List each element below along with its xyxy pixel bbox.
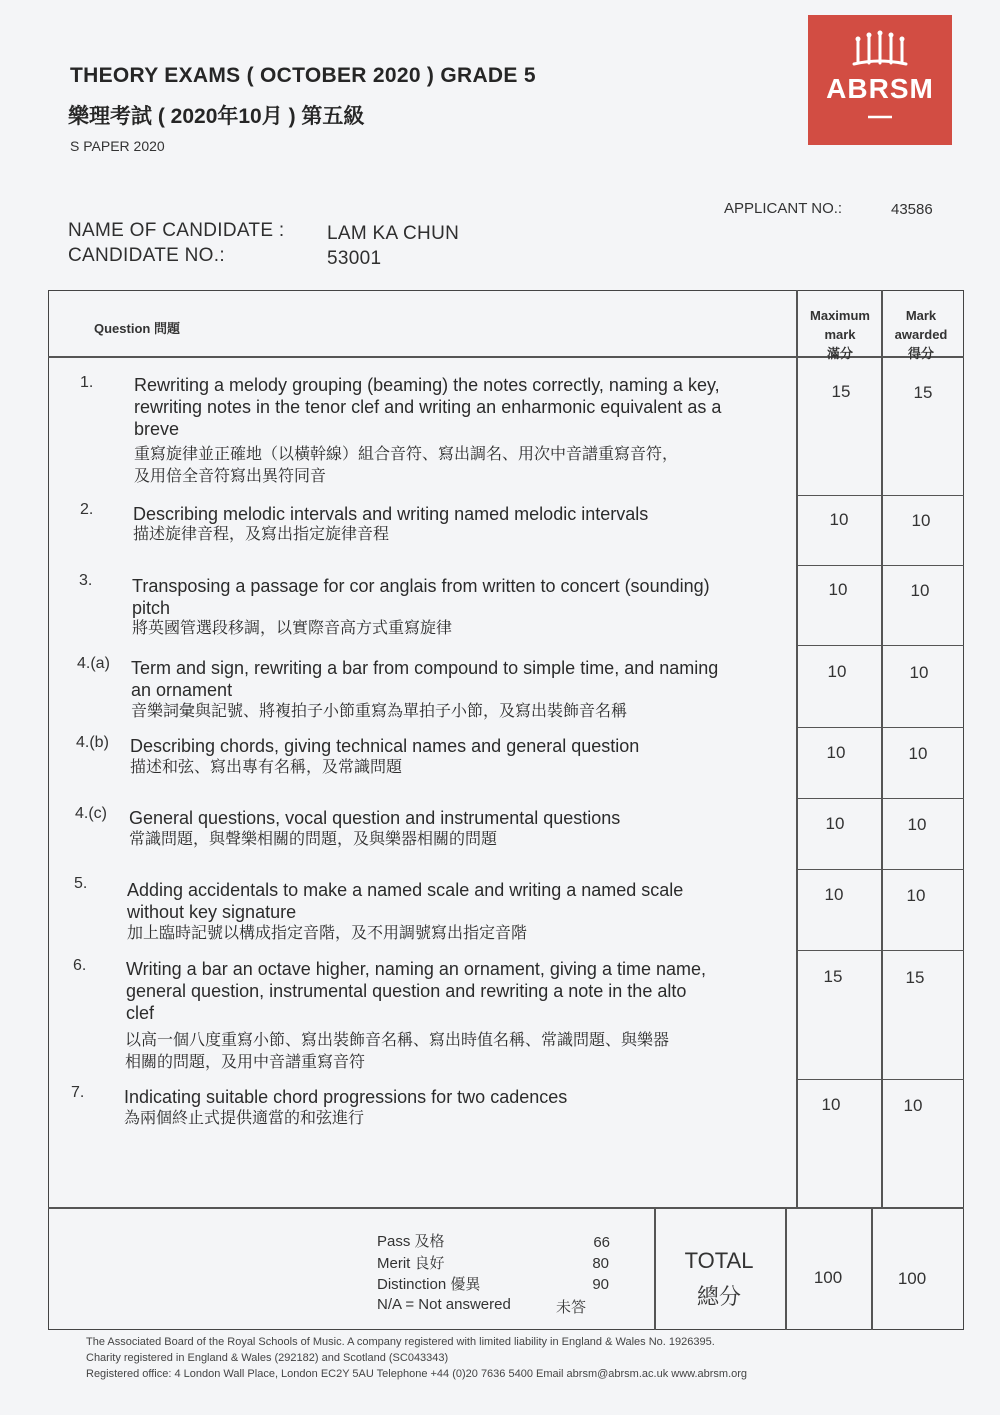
question-text-line-chinese: 音樂詞彙與記號、將複拍子小節重寫為單拍子小節，及寫出裝飾音名稱: [131, 703, 628, 720]
total-label: TOTAL: [684, 1248, 754, 1273]
question-text-line: Rewriting a melody grouping (beaming) the notes correctly, naming a key,: [134, 375, 720, 395]
question-description-chinese: [125, 1030, 669, 1074]
question-description-chinese: [130, 757, 402, 779]
question-text-line: pitch: [132, 598, 171, 618]
total-awarded-value: 100: [897, 1269, 927, 1288]
footer-charity-line: Charity registered in England & Wales (292182) and Scotland (SC043343): [86, 1352, 449, 1364]
question-description-chinese: [131, 701, 627, 723]
question-column-header: Question 問題: [94, 321, 180, 336]
question-text-line-chinese: 描述和弦、寫出專有名稱，及常識問題: [130, 759, 403, 776]
max-mark-value: 10: [824, 885, 844, 904]
row-divider: [796, 565, 964, 566]
awarded-mark-value: 10: [907, 815, 927, 834]
row-divider: [796, 869, 964, 870]
max-mark-header-line: mark: [824, 327, 856, 342]
question-description: [129, 807, 620, 829]
question-number: 7.: [71, 1084, 85, 1101]
awarded-mark-value: 10: [906, 886, 926, 905]
max-mark-value: 10: [826, 743, 846, 762]
question-text-line: Adding accidentals to make a named scale and writing a named scale: [127, 880, 684, 900]
max-mark-value: 10: [821, 1095, 841, 1114]
question-text-line-chinese: 以高一個八度重寫小節、寫出裝飾音名稱、寫出時值名稱、常識問題、與樂器: [125, 1032, 670, 1049]
row-divider: [796, 495, 964, 496]
grade-label-merit: Merit 良好: [377, 1255, 445, 1272]
question-number: 4.(b): [76, 734, 109, 751]
max-mark-header-line: Maximum: [810, 308, 870, 323]
awarded-mark-value: 10: [908, 744, 928, 763]
question-number: 3.: [79, 572, 93, 589]
question-description-chinese: [134, 444, 678, 488]
summary-divider: [48, 1207, 964, 1209]
question-number: 1.: [80, 374, 94, 391]
logo-text: ABRSM: [826, 73, 934, 104]
mark-awarded-header-line: Mark: [905, 308, 937, 323]
question-description-chinese: [133, 524, 389, 546]
question-text-line: Transposing a passage for cor anglais from written to concert (sounding): [132, 576, 710, 596]
question-text-line: an ornament: [131, 680, 233, 700]
max-column-divider: [796, 290, 798, 1208]
question-text-line-chinese: 及用倍全音符寫出異符同音: [134, 468, 327, 485]
question-description-chinese: [129, 829, 497, 851]
max-mark-column-header: [797, 306, 883, 363]
paper-label: S PAPER 2020: [70, 138, 165, 154]
question-number: 4.(c): [75, 805, 107, 822]
question-text-line: Writing a bar an octave higher, naming an ornament, giving a time name,: [126, 959, 706, 979]
max-mark-value: 10: [829, 510, 849, 529]
max-mark-value: 10: [827, 662, 847, 681]
award-column-divider: [881, 290, 883, 1208]
question-description-chinese: [127, 923, 527, 945]
footer-address-line: Registered office: 4 London Wall Place, London EC2Y 5AU Telephone +44 (0)20 7636 5400 Email abrsm@abrsm.ac.uk www.abrsm.org: [86, 1368, 748, 1380]
question-number: 6.: [73, 957, 87, 974]
max-mark-header-line: 滿分: [826, 346, 853, 361]
footer-company-line: The Associated Board of the Royal Schools of Music. A company registered with limited liability in England & Wales No. 1926395.: [86, 1336, 715, 1348]
row-divider: [796, 1079, 964, 1080]
question-text-line: Describing chords, giving technical names and general question: [130, 736, 640, 756]
question-text-line: Describing melodic intervals and writing named melodic intervals: [133, 504, 649, 524]
question-description: [134, 374, 721, 440]
question-description: [124, 1086, 567, 1108]
question-text-line: general question, instrumental question and rewriting a note in the alto: [126, 981, 687, 1001]
total-max-value: 100: [813, 1268, 843, 1287]
abrsm-logo: [808, 15, 952, 145]
question-text-line-chinese: 相關的問題，及用中音譜重寫音符: [125, 1054, 366, 1071]
row-divider: [796, 798, 964, 799]
question-text-line: clef: [126, 1003, 155, 1023]
question-number: 4.(a): [77, 655, 110, 672]
awarded-mark-value: 15: [905, 968, 925, 987]
grade-value-pass: 66: [593, 1234, 610, 1251]
question-text-line: rewriting notes in the tenor clef and writing an enharmonic equivalent as a: [134, 397, 722, 417]
candidate-name-label: NAME OF CANDIDATE :: [68, 220, 285, 241]
grade-value-merit: 80: [592, 1255, 609, 1272]
max-mark-value: 15: [823, 967, 843, 986]
question-description: [127, 879, 683, 923]
question-text-line: Indicating suitable chord progressions for two cadences: [124, 1087, 568, 1107]
awarded-mark-value: 10: [911, 511, 931, 530]
max-mark-value: 10: [825, 814, 845, 833]
question-description: [126, 958, 706, 1024]
total-label-divider: [654, 1207, 656, 1330]
question-number: 5.: [74, 875, 88, 892]
grade-label-pass: Pass 及格: [377, 1233, 445, 1250]
grade-label-not-answered: N/A = Not answered: [377, 1296, 511, 1313]
awarded-mark-value: 10: [909, 663, 929, 682]
row-divider: [796, 645, 964, 646]
question-text-line-chinese: 為兩個終止式提供適當的和弦進行: [124, 1110, 365, 1127]
question-text-line-chinese: 重寫旋律並正確地（以橫幹線）組合音符、寫出調名、用次中音譜重寫音符，: [134, 446, 679, 463]
applicant-no-label: APPLICANT NO.:: [724, 200, 843, 217]
mark-awarded-column-header: [878, 306, 964, 363]
candidate-number-value: 53001: [327, 248, 382, 269]
max-mark-value: 15: [831, 382, 851, 401]
question-description: [130, 735, 639, 757]
grade-value-not-answered: 未答: [555, 1299, 586, 1316]
applicant-no-value: 43586: [891, 201, 933, 218]
total-max-divider: [785, 1207, 787, 1330]
mark-awarded-header-line: 得分: [907, 346, 934, 361]
question-description: [132, 575, 710, 619]
awarded-mark-value: 10: [903, 1096, 923, 1115]
awarded-mark-value: 10: [910, 581, 930, 600]
awarded-mark-value: 15: [913, 383, 933, 402]
max-mark-value: 10: [828, 580, 848, 599]
exam-title-chinese: 樂理考試 ( 2020年10月 ) 第五級: [68, 105, 365, 128]
row-divider: [796, 727, 964, 728]
exam-title: THEORY EXAMS ( OCTOBER 2020 ) GRADE 5: [70, 64, 536, 87]
grade-value-distinction: 90: [592, 1276, 609, 1293]
question-text-line-chinese: 將英國管選段移調，以實際音高方式重寫旋律: [132, 620, 453, 637]
question-text-line: General questions, vocal question and instrumental questions: [129, 808, 621, 828]
candidate-number-label: CANDIDATE NO.:: [68, 245, 225, 266]
candidate-name-value: LAM KA CHUN: [327, 223, 460, 244]
question-text-line-chinese: 描述旋律音程，及寫出指定旋律音程: [133, 526, 390, 543]
total-label-chinese: 總分: [696, 1284, 741, 1309]
question-number: 2.: [80, 501, 94, 518]
question-text-line: without key signature: [127, 902, 297, 922]
question-text-line: breve: [134, 419, 180, 439]
question-description: [131, 657, 718, 701]
total-award-divider: [871, 1207, 873, 1330]
question-description-chinese: [132, 618, 452, 640]
grade-label-distinction: Distinction 優異: [377, 1276, 481, 1293]
question-description: [133, 503, 648, 525]
question-text-line-chinese: 加上臨時記號以構成指定音階，及不用調號寫出指定音階: [127, 925, 528, 942]
mark-awarded-header-line: awarded: [894, 327, 948, 342]
row-divider: [796, 950, 964, 951]
question-description-chinese: [124, 1108, 364, 1130]
question-text-line-chinese: 常識問題，與聲樂相關的問題，及與樂器相關的問題: [129, 831, 498, 848]
question-text-line: Term and sign, rewriting a bar from compound to simple time, and naming: [131, 658, 719, 678]
